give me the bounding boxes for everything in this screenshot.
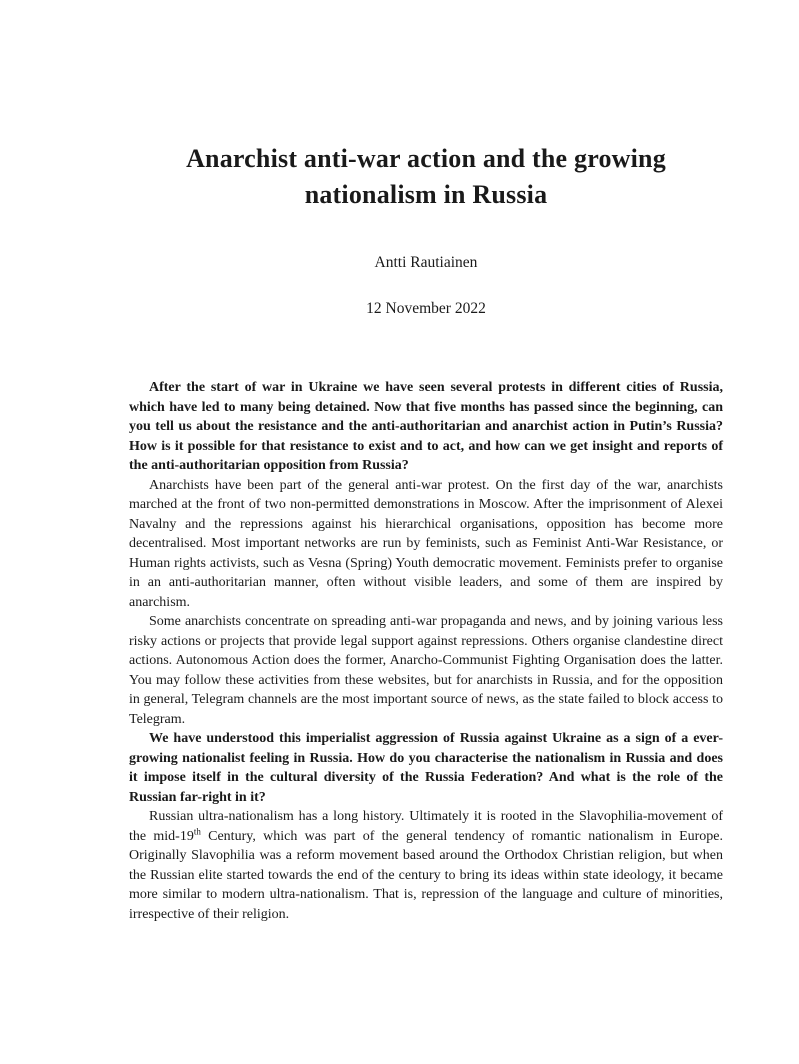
interview-question-1: After the start of war in Ukraine we have seen several protests in different cities of Russia, which have led to many being detained. Now that five months has passed since the beginning, can you tell us about the resistance and the anti-authoritarian and anarchist action in Putin’s Russia? How is it possible for that resistance to exist and to act, and how can we get insight and reports of the anti-authoritarian opposition from Russia?	[129, 380, 723, 473]
interview-answer-1-paragraph-1: Anarchists have been part of the general anti-war protest. On the first day of the war, anarchists marched at the front of two non-permitted demonstrations in Moscow. After the imprisonment of Alexei Navalny and the repressions against his hierarchical organisations, opposition has become more decentralised. Most important networks are run by feminists, such as Feminist Anti-War Resistance, or Human rights activists, such as Vesna (Spring) Youth democratic movement. Feminists prefer to organise in an anti-authoritarian manner, often without visible leaders, and some of them are inspired by anarchism.	[129, 477, 723, 610]
interview-answer-1-paragraph-2: Some anarchists concentrate on spreading anti-war propaganda and news, and by joining various less risky actions or projects that provide legal support against repressions. Others organise clandestine direct actions. Autonomous Action does the former, Anarcho-Communist Fighting Organisation does the latter. You may follow these activities from these websites, but for anarchists in Russia, and for the opposition in general, Telegram channels are the most important source of news, as the state failed to block access to Telegram.	[129, 614, 723, 727]
author-name: Antti Rautiainen	[374, 254, 478, 271]
answer-2-text-after-superscript: Century, which was part of the general tendency of romantic nationalism in Europe. Originally Slavophilia was a reform movement based around the Orthodox Christian religion, but when the Russian elite started towards the end of the century to bring its ideas within state ideology, it became more similar to modern ultra-nationalism. That is, repression of the language and culture of minorities, irrespective of their religion.	[129, 828, 723, 922]
ordinal-superscript: th	[193, 825, 201, 836]
interview-question-2: We have understood this imperialist aggression of Russia against Ukraine as a sign of a ever-growing nationalist feeling in Russia. How do you characterise the nationalism in Russia and does it impose itself in the cultural diversity of the Russia Federation? And what is the role of the Russian far-right in it?	[129, 731, 723, 805]
text-block	[129, 141, 723, 924]
publication-date: 12 November 2022	[366, 300, 486, 317]
article-body	[129, 378, 723, 924]
interview-answer-2-paragraph-1	[129, 807, 723, 924]
article-title	[129, 141, 723, 213]
answer-2-text-before-superscript: Russian ultra-nationalism has a long history. Ultimately it is rooted in the Slavophilia-movement of the mid-19	[129, 809, 723, 844]
article-title-line-1: Anarchist anti-war action and the growing	[186, 144, 666, 173]
article-title-line-2: nationalism in Russia	[304, 180, 548, 209]
